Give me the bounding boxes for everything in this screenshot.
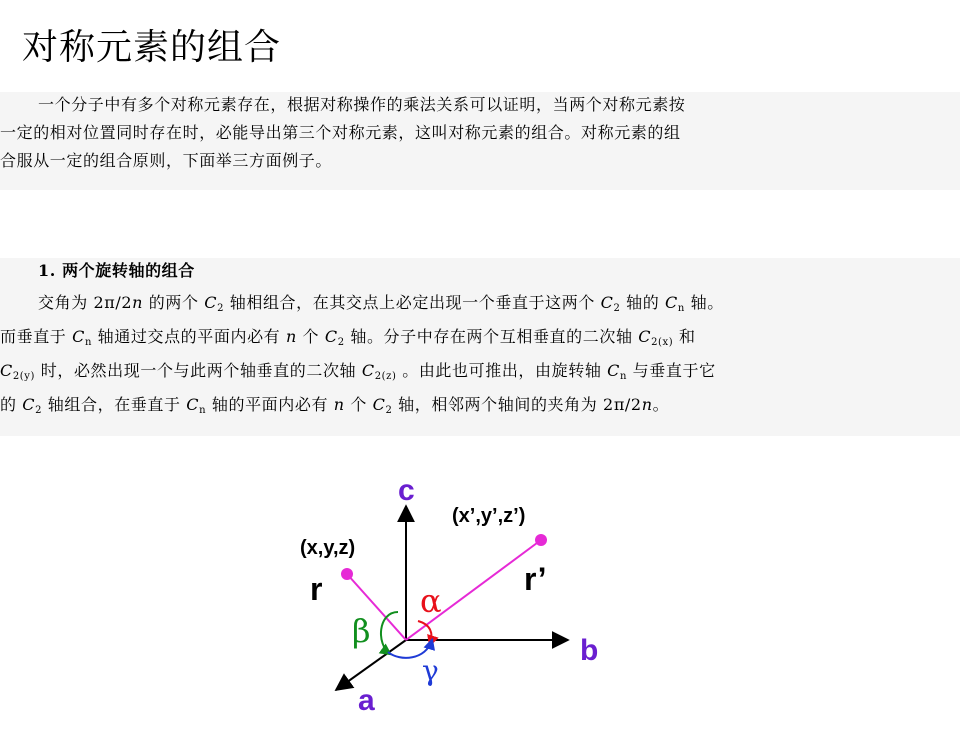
- text: 轴。分子中存在两个互相垂直的二次轴: [344, 327, 639, 346]
- angle-alpha-arc: [418, 621, 432, 645]
- axis-a-line: [336, 640, 406, 690]
- math-c: C: [665, 293, 678, 312]
- math-c: C: [22, 395, 36, 414]
- math-sub: 2: [337, 337, 345, 348]
- intro-line-3: 合服从一定的组合原则，下面举三方面例子。: [0, 151, 333, 170]
- text: 轴组合，在垂直于: [42, 395, 187, 414]
- math-sub: 2: [217, 303, 225, 314]
- page-title: 对称元素的组合: [22, 27, 282, 68]
- section-1-heading: 1. 两个旋转轴的组合: [38, 261, 195, 280]
- math-c: C: [324, 327, 338, 346]
- point-r-coords: (x,y,z): [300, 537, 356, 559]
- math-sub: 2(x): [651, 337, 674, 348]
- math-c: C: [607, 361, 620, 380]
- point-r-prime: [535, 534, 547, 546]
- text: 时，必然出现一个与此两个轴垂直的二次轴: [35, 361, 362, 380]
- math-c: C: [361, 361, 375, 380]
- point-r: [341, 568, 353, 580]
- angle-alpha-label: α: [420, 582, 442, 620]
- text: 与垂直于它: [627, 361, 716, 380]
- text: 个: [344, 395, 373, 414]
- math-c: C: [638, 327, 652, 346]
- text: 轴的平面内必有: [206, 395, 334, 414]
- text: 轴。: [684, 293, 724, 312]
- math-sub: 2(y): [12, 371, 36, 382]
- point-r-prime-coords: (x’,y’,z’): [452, 505, 526, 527]
- text: 的两个: [143, 293, 205, 312]
- text: 交角为 2π/2: [38, 293, 133, 312]
- math-n: n: [132, 293, 144, 312]
- math-sub: n: [619, 371, 627, 382]
- math-sub: 2(z): [374, 371, 397, 382]
- text: 个: [296, 327, 325, 346]
- math-sub: 2: [385, 405, 393, 416]
- math-n: n: [333, 395, 345, 414]
- angle-beta-label: β: [352, 612, 371, 650]
- text: 轴通过交点的平面内必有: [91, 327, 286, 346]
- math-c: C: [372, 395, 386, 414]
- math-sub: 2: [35, 405, 43, 416]
- math-c: C: [204, 293, 218, 312]
- angle-gamma-label: γ: [422, 654, 439, 687]
- math-sub: 2: [613, 303, 621, 314]
- math-c: C: [186, 395, 200, 414]
- axis-b-label: b: [580, 634, 599, 667]
- text: 而垂直于: [0, 327, 73, 346]
- intro-line-1: 一个分子中有多个对称元素存在，根据对称操作的乘法关系可以证明，当两个对称元素按: [38, 95, 686, 114]
- math-n: n: [641, 395, 653, 414]
- text: 。由此也可推出，由旋转轴: [396, 361, 608, 380]
- text: 轴相组合，在其交点上必定出现一个垂直于这两个: [224, 293, 601, 312]
- math-c: C: [0, 361, 13, 380]
- math-sub: n: [199, 405, 207, 416]
- text: 轴，相邻两个轴间的夹角为 2π/2: [392, 395, 642, 414]
- math-c: C: [600, 293, 614, 312]
- vector-r-label: r: [310, 571, 323, 607]
- math-n: n: [285, 327, 297, 346]
- intro-line-2: 一定的相对位置同时存在时，必能导出第三个对称元素，这叫对称元素的组合。对称元素的组: [0, 123, 681, 142]
- text: 。: [652, 395, 670, 414]
- text: 和: [673, 327, 696, 346]
- text: 轴的: [620, 293, 666, 312]
- axis-a-label: a: [358, 684, 375, 717]
- vector-r-prime-label: r’: [524, 561, 547, 597]
- math-c: C: [72, 327, 85, 346]
- axis-c-label: c: [398, 474, 415, 507]
- math-sub: n: [84, 337, 92, 348]
- text: 的: [0, 395, 23, 414]
- math-sub: n: [677, 303, 685, 314]
